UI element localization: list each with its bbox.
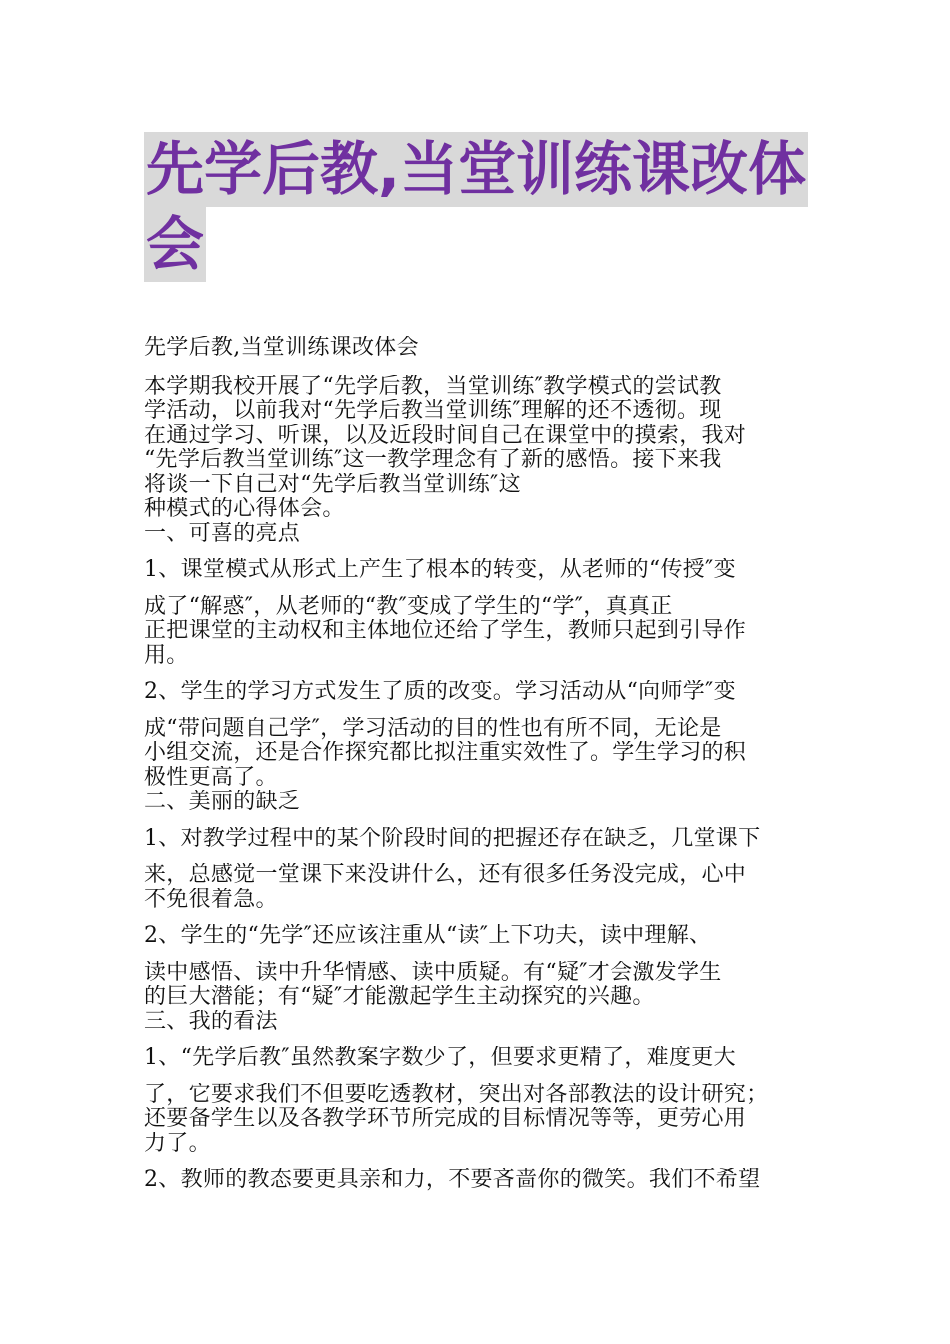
text-line: 成了“解惑″，从老师的“教″变成了学生的“学″，真真正	[144, 594, 673, 619]
document-title	[144, 132, 814, 282]
text-line: 2、教师的教态要更具亲和力，不要吝啬你的微笑。我们不希望	[144, 1168, 761, 1192]
text-line: 成“带问题自己学″，学习活动的目的性也有所不同，无论是	[144, 716, 722, 741]
document-body	[144, 336, 810, 1193]
title-line: 先学后教,当堂训练课改体	[144, 132, 808, 207]
text-line: 2、学生的“先学″还应该注重从“读″上下功夫，读中理解、	[144, 924, 712, 948]
title-line: 会	[144, 207, 206, 282]
text-line: 不免很着急。	[144, 887, 278, 912]
text-line: 了，它要求我们不但要吃透教材，突出对各部教法的设计研究；	[144, 1082, 769, 1107]
subtitle: 先学后教,当堂训练课改体会	[144, 336, 419, 360]
text-line: 2、学生的学习方式发生了质的改变。学习活动从“向师学″变	[144, 680, 736, 704]
text-line: 将谈一下自己对“先学后教当堂训练″这	[144, 472, 521, 497]
text-line: 力了。	[144, 1131, 211, 1156]
section-heading: 三、我的看法	[144, 1009, 278, 1034]
text-line: 1、“先学后教″虽然教案字数少了，但要求更精了，难度更大	[144, 1046, 736, 1070]
text-line: 的巨大潜能；有“疑″才能激起学生主动探究的兴趣。	[144, 985, 655, 1009]
text-line: 本学期我校开展了“先学后教，当堂训练″教学模式的尝试教	[144, 374, 722, 399]
text-line: 极性更高了。	[144, 765, 278, 790]
section-heading: 二、美丽的缺乏	[144, 790, 301, 814]
text-line: 1、对教学过程中的某个阶段时间的把握还存在缺乏，几堂课下	[144, 826, 761, 851]
text-line: 种模式的心得体会。	[144, 497, 345, 521]
text-line: 正把课堂的主动权和主体地位还给了学生，教师只起到引导作	[144, 619, 747, 643]
section-heading: 一、可喜的亮点	[144, 521, 301, 546]
text-line: 小组交流，还是合作探究都比拟注重实效性了。学生学习的积	[144, 741, 747, 765]
text-line: “先学后教当堂训练″这一教学理念有了新的感悟。接下来我	[144, 448, 722, 472]
text-line: 还要备学生以及各教学环节所完成的目标情况等等，更劳心用	[144, 1107, 747, 1131]
text-line: 读中感悟、读中升华情感、读中质疑。有“疑″才会激发学生	[144, 960, 722, 985]
text-line: 1、课堂模式从形式上产生了根本的转变，从老师的“传授″变	[144, 558, 736, 582]
text-line: 在通过学习、听课，以及近段时间自己在课堂中的摸索，我对	[144, 423, 747, 448]
text-line: 用。	[144, 643, 189, 668]
text-line: 学活动，以前我对“先学后教当堂训练″理解的还不透彻。现	[144, 399, 722, 423]
text-line: 来，总感觉一堂课下来没讲什么，还有很多任务没完成，心中	[144, 863, 747, 887]
